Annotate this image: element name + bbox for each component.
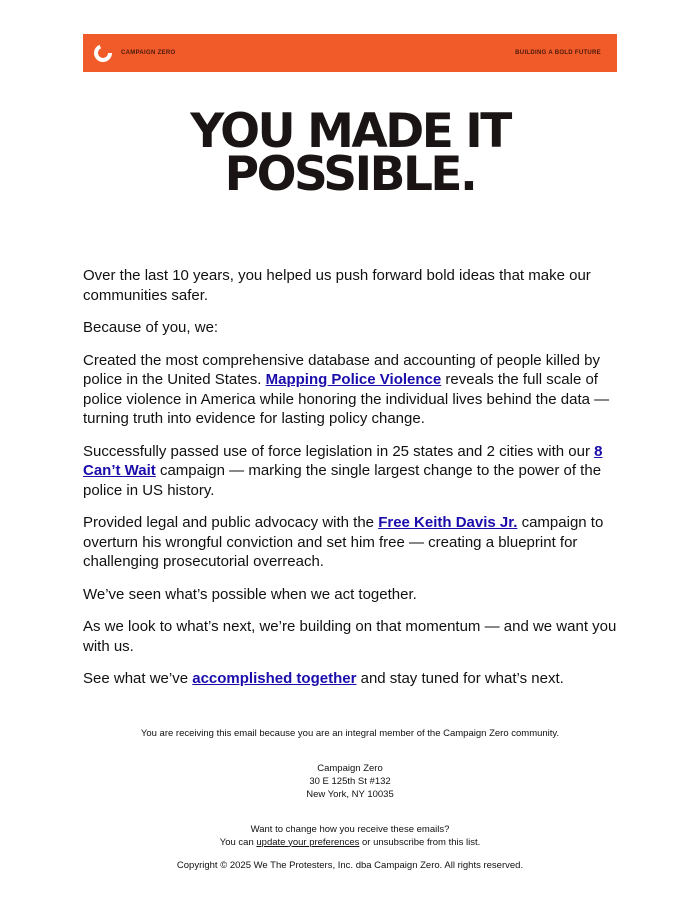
update-preferences-link[interactable]: update your preferences — [256, 836, 360, 848]
footer-copyright: Copyright © 2025 We The Protesters, Inc. dba Campaign Zero. All rights reserved. — [176, 859, 524, 871]
8-cant-wait-link[interactable]: 8 Can’t Wait — [83, 442, 603, 479]
accomplished-together-link[interactable]: accomplished together — [192, 670, 357, 687]
email-body — [83, 266, 617, 689]
brand[interactable] — [93, 43, 175, 63]
tagline: BUILDING A BOLD FUTURE — [515, 50, 601, 56]
footer-notice: You are receiving this email because you are an integral member of the Campaign Zero community. — [140, 727, 560, 739]
campaign-zero-logo-icon — [93, 43, 113, 63]
paragraph: See what we’ve accomplished together and stay tuned for what’s next. — [83, 670, 564, 687]
paragraph: Over the last 10 years, you helped us push forward bold ideas that make our communities safer. — [83, 267, 591, 304]
free-keith-davis-link[interactable]: Free Keith Davis Jr. — [378, 514, 518, 531]
paragraph: Because of you, we: — [83, 319, 219, 336]
brand-name: CAMPAIGN ZERO — [121, 50, 176, 56]
headline: YOU MADE IT POSSIBLE. — [190, 104, 510, 202]
footer-address: Campaign Zero 30 E 125th St #132 New York, NY 10035 — [306, 762, 394, 800]
paragraph: Successfully passed use of force legislation in 25 states and 2 cities with our 8 Can’t Wait campaign — marking the single largest change to the power of the police in US history. — [83, 442, 603, 499]
mapping-police-violence-link[interactable]: Mapping Police Violence — [265, 371, 442, 388]
header-banner — [83, 34, 617, 72]
footer — [83, 727, 617, 872]
paragraph: Created the most comprehensive database and accounting of people killed by police in the United States. Mapping Police Violence reveals the full scale of police violence in America while honoring the individual lives behind the data — turning truth into evidence for lasting policy change. — [83, 351, 610, 427]
paragraph: Provided legal and public advocacy with the Free Keith Davis Jr. campaign to overturn his wrongful conviction and set him free — creating a blueprint for challenging prosecutorial overreach. — [83, 514, 604, 570]
footer-preferences: Want to change how you receive these emails? You can update your preferences or unsubscribe from this list. — [219, 823, 481, 848]
paragraph: As we look to what’s next, we’re building on that momentum — and we want you with us. — [83, 618, 617, 655]
paragraph: We’ve seen what’s possible when we act together. — [83, 585, 417, 603]
